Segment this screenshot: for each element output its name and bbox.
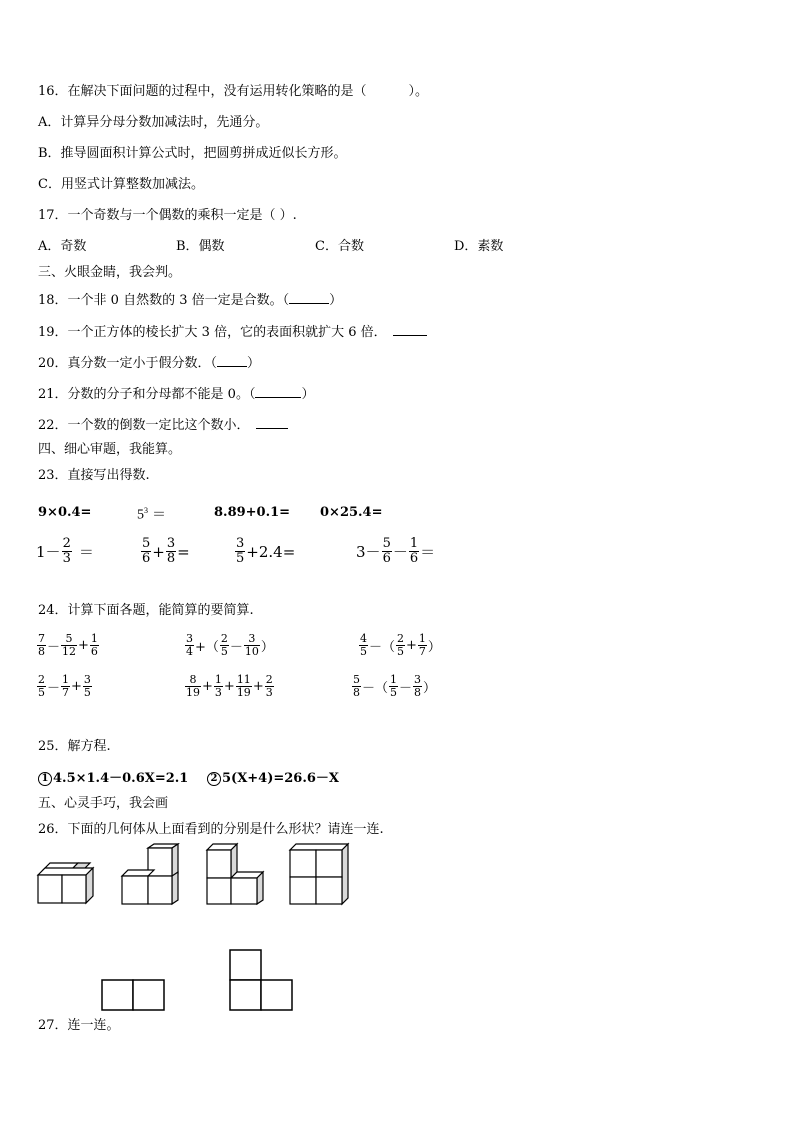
fraction: [220, 633, 229, 658]
solid-figure-2[interactable]: [122, 844, 184, 904]
denominator: 5: [397, 645, 405, 658]
fraction: [236, 674, 252, 699]
q23-item-4: 0×25.4=: [320, 505, 383, 520]
numerator: 5: [142, 536, 151, 551]
q23-item-5: [36, 537, 94, 566]
q27-stem: 27．连一连。: [38, 1018, 120, 1033]
operator: －: [47, 640, 61, 655]
denominator: 7: [418, 645, 426, 658]
numerator: 5: [65, 632, 73, 645]
q21: 21．分数的分子和分母都不能是 0。（ ）: [38, 387, 315, 402]
q17-option-b: B．偶数: [176, 239, 225, 254]
fraction: [389, 674, 398, 699]
fraction: [141, 537, 151, 566]
denominator: 6: [142, 551, 151, 566]
numerator: 1: [90, 632, 98, 645]
operator: ）: [260, 640, 274, 655]
numerator: 1: [409, 536, 419, 551]
operator: －: [229, 640, 243, 655]
numerator: 5: [353, 673, 360, 686]
operator: +: [71, 679, 82, 694]
solid-figure-4[interactable]: [290, 844, 352, 904]
operator: －: [392, 543, 408, 561]
denominator: 6: [382, 551, 391, 566]
denominator: 7: [62, 686, 70, 699]
q23-item-3: 8.89+0.1=: [214, 505, 291, 520]
fraction: [61, 633, 77, 658]
numerator: 7: [38, 632, 45, 645]
numerator: 3: [83, 673, 91, 686]
operator: －: [399, 681, 413, 696]
operator: =: [177, 542, 190, 561]
q24-item-4: [36, 674, 93, 699]
top-view-1[interactable]: [101, 979, 165, 1011]
fraction: [61, 674, 70, 699]
q24-item-3: [358, 633, 441, 658]
operator: +: [202, 679, 213, 694]
numerator: 3: [248, 632, 256, 645]
denominator: 6: [90, 645, 98, 658]
q19-answer-blank[interactable]: [393, 323, 427, 336]
circled-number-1: 1: [38, 772, 52, 786]
fraction: [265, 674, 274, 699]
q22: 22．一个数的倒数一定比这个数小．: [38, 416, 288, 434]
fraction: [166, 537, 176, 566]
denominator: 6: [409, 551, 419, 566]
fraction: [83, 674, 92, 699]
denominator: 19: [236, 686, 251, 699]
operator: +（: [195, 640, 219, 655]
numerator: 1: [62, 673, 70, 686]
numerator: 4: [360, 632, 367, 645]
q23-item-7: [234, 537, 295, 566]
fraction: [396, 633, 405, 658]
denominator: 5: [236, 551, 245, 566]
numerator: 11: [236, 673, 251, 686]
denominator: 19: [186, 686, 200, 699]
numerator: 1: [418, 632, 426, 645]
operator: －（: [362, 681, 389, 696]
solid-figure-1[interactable]: [38, 863, 100, 903]
section-5-heading: 五、心灵手巧，我会画: [38, 796, 169, 811]
denominator: 5: [220, 645, 228, 658]
q23-item-1: 9×0.4=: [38, 505, 92, 520]
denominator: 8: [166, 551, 176, 566]
q18-answer-blank[interactable]: [289, 291, 329, 304]
q23-item-6: [140, 537, 190, 566]
operator: ）: [423, 681, 437, 696]
operator: +2.4=: [246, 542, 296, 561]
denominator: 4: [186, 645, 193, 658]
fraction: [413, 674, 422, 699]
q24-stem: 24．计算下面各题，能简算的要简算.: [38, 603, 254, 618]
q18: 18．一个非 0 自然数的 3 倍一定是合数。（ ）: [38, 293, 343, 308]
q24-item-2: [184, 633, 274, 658]
operator: ＝: [78, 543, 94, 561]
q23-item-8: [356, 537, 435, 566]
q16-option-a: A．计算异分母分数加减法时，先通分。: [38, 115, 269, 130]
fraction: [214, 674, 223, 699]
operator: +: [152, 542, 165, 561]
numerator: 1: [390, 673, 398, 686]
q24-item-1: [36, 633, 100, 658]
fraction: [352, 674, 361, 699]
q17-option-c: C．合数: [315, 239, 364, 254]
section-3-heading: 三、火眼金睛，我会判。: [38, 265, 182, 280]
solid-figure-3[interactable]: [207, 844, 269, 904]
operator: －: [365, 543, 381, 561]
top-view-2[interactable]: [229, 949, 293, 1011]
circled-number-2: 2: [207, 772, 221, 786]
section-4-heading: 四、细心审题，我能算。: [38, 442, 182, 457]
denominator: 10: [244, 645, 259, 658]
denominator: 5: [390, 686, 398, 699]
q16-stem: 16．在解决下面问题的过程中，没有运用转化策略的是（ ）。: [38, 84, 429, 99]
numerator: 8: [189, 673, 197, 686]
q16-option-c: C．用竖式计算整数加减法。: [38, 177, 204, 192]
denominator: 8: [38, 645, 45, 658]
numerator: 3: [236, 536, 245, 551]
denominator: 3: [265, 686, 273, 699]
denominator: 3: [214, 686, 222, 699]
operator: －（: [369, 640, 396, 655]
numerator: 1: [214, 673, 222, 686]
numerator: 3: [186, 632, 193, 645]
fraction: [90, 633, 99, 658]
operator: +: [223, 679, 235, 694]
fraction: [185, 674, 201, 699]
q17-option-a: A．奇数: [38, 239, 87, 254]
fraction: [185, 633, 194, 658]
q22-answer-blank[interactable]: [256, 416, 288, 429]
denominator: 8: [414, 686, 422, 699]
numerator: 2: [397, 632, 405, 645]
operator: ）: [427, 640, 441, 655]
q20-answer-blank[interactable]: [217, 354, 247, 367]
q25-stem: 25．解方程.: [38, 739, 111, 754]
numerator: 3: [166, 536, 176, 551]
q17-option-d: D．素数: [454, 239, 504, 254]
q19: 19．一个正方体的棱长扩大 3 倍，它的表面积就扩大 6 倍．: [38, 323, 427, 341]
q23-stem: 23．直接写出得数.: [38, 468, 150, 483]
numerator: 3: [414, 673, 422, 686]
denominator: 12: [62, 645, 77, 658]
q25-equation-2: 2 5(X+4)=26.6－X: [207, 771, 339, 787]
fraction: [418, 633, 427, 658]
numerator: 2: [38, 673, 45, 686]
q24-item-5: [184, 674, 275, 699]
fraction: [37, 633, 46, 658]
q23-item-2: $5^3$ ＝: [137, 506, 166, 523]
operator: 1: [36, 542, 46, 561]
q21-answer-blank[interactable]: [255, 385, 301, 398]
fraction: [62, 537, 72, 566]
operator: ＝: [420, 543, 436, 561]
q26-stem: 26．下面的几何体从上面看到的分别是什么形状？请连一连.: [38, 822, 384, 837]
q24-item-6: [351, 674, 436, 699]
fraction: [244, 633, 260, 658]
numerator: 5: [382, 536, 391, 551]
fraction: [409, 537, 419, 566]
q17-stem: 17．一个奇数与一个偶数的乘积一定是（ ）.: [38, 208, 297, 223]
operator: +: [78, 638, 89, 653]
fraction: [37, 674, 46, 699]
q20: 20．真分数一定小于假分数．（ ）: [38, 356, 261, 371]
denominator: 5: [38, 686, 45, 699]
operator: －: [45, 543, 61, 561]
numerator: 2: [265, 673, 273, 686]
fraction: [235, 537, 245, 566]
numerator: 2: [62, 536, 71, 551]
operator: +: [406, 638, 417, 653]
q25-equation-1: 1 4.5×1.4－0.6X=2.1: [38, 771, 188, 787]
denominator: 8: [353, 686, 360, 699]
denominator: 3: [62, 551, 71, 566]
operator: 3: [356, 542, 366, 561]
operator: －: [47, 681, 61, 696]
fraction: [382, 537, 392, 566]
fraction: [359, 633, 368, 658]
numerator: 2: [220, 632, 228, 645]
operator: +: [252, 679, 264, 694]
q16-option-b: B．推导圆面积计算公式时，把圆剪拼成近似长方形。: [38, 146, 347, 161]
denominator: 5: [83, 686, 91, 699]
denominator: 5: [360, 645, 367, 658]
